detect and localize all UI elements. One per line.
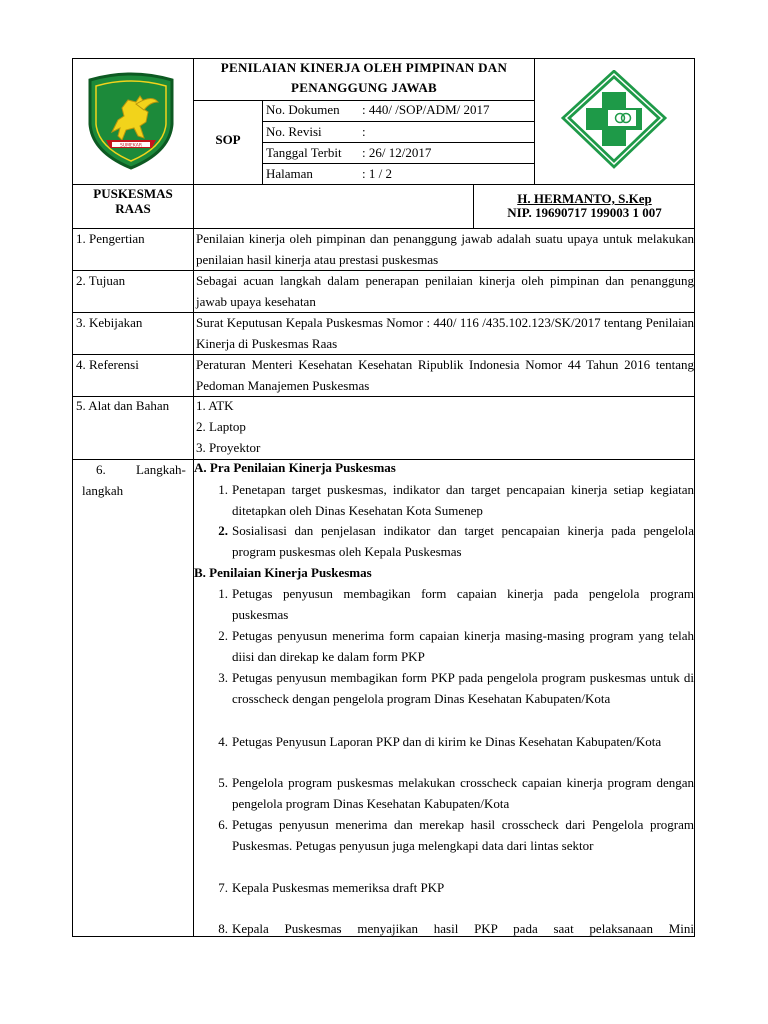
list-item: [196, 667, 694, 709]
step-number: 6.: [218, 817, 228, 832]
list-item: [196, 731, 694, 752]
meta-value: : 440/ /SOP/ADM/ 2017: [362, 102, 490, 117]
step-text: Petugas Penyusun Laporan PKP dan di kirim ke Dinas Kesehatan Kabupaten/Kota: [232, 734, 662, 749]
section-label-word: Langkah-: [136, 462, 186, 477]
step-text: Petugas penyusun membagikan form PKP pada pengelola program puskesmas untuk di crosscheck dengan pengelola program Dinas Kesehatan Kabupaten/Kota: [232, 670, 694, 706]
step-number: 3.: [218, 670, 228, 685]
list-item: [196, 583, 694, 625]
meta-label: Halaman: [266, 166, 313, 181]
divider: [534, 58, 535, 184]
section-label: 3. Kebijakan: [76, 315, 143, 330]
list-item: [196, 772, 694, 814]
list-item: [196, 814, 694, 856]
step-text: Kepala Puskesmas memeriksa draft PKP: [232, 880, 445, 895]
step-text: Petugas penyusun menerima form capaian kinerja masing-masing program yang telah diisi dan direkap ke dalam form PKP: [232, 628, 694, 664]
regency-shield-logo-icon: [82, 72, 180, 172]
signatory-name: H. HERMANTO, S.Kep: [517, 191, 652, 206]
section-label: 5. Alat dan Bahan: [76, 398, 170, 413]
section-label: 2. Tujuan: [76, 273, 126, 288]
section-text: Penilaian kinerja oleh pimpinan dan penanggung jawab adalah suatu upaya untuk melakukan penilaian hasil kinerja atau prestasi puskesmas: [196, 231, 694, 267]
section-text: Peraturan Menteri Kesehatan Kesehatan Ripublik Indonesia Nomor 44 Tahun 2016 tentang Pedoman Manajemen Puskesmas: [196, 357, 694, 393]
step-number: 1.: [218, 586, 228, 601]
list-item: [196, 877, 694, 898]
meta-row-revisi: [262, 121, 534, 142]
list-item: [196, 918, 694, 937]
document-title: PENILAIAN KINERJA OLEH PIMPINAN DAN PENANGGUNG JAWAB: [220, 60, 508, 95]
divider: [72, 184, 695, 185]
list-item: [196, 479, 694, 521]
meta-value: :: [362, 124, 366, 139]
meta-label: Tanggal Terbit: [266, 145, 342, 160]
step-number: 2.: [218, 628, 228, 643]
meta-label: No. Dokumen: [266, 102, 340, 117]
section-label-word: langkah: [82, 483, 124, 498]
list-item: [196, 520, 694, 562]
meta-row-halaman: [262, 163, 534, 184]
step-number: 7.: [218, 880, 228, 895]
step-number: 2.: [218, 523, 228, 538]
step-number: 1.: [218, 482, 228, 497]
step-number: 5.: [218, 775, 228, 790]
meta-label: No. Revisi: [266, 124, 322, 139]
part-a-title: A. Pra Penilaian Kinerja Puskesmas: [194, 460, 396, 475]
part-b-title: B. Penilaian Kinerja Puskesmas: [194, 565, 372, 580]
section-label: 1. Pengertian: [76, 231, 145, 246]
alat-item: 1. ATK: [196, 398, 234, 413]
step-text: Petugas penyusun membagikan form capaian kinerja pada pengelola program puskesmas: [232, 586, 694, 622]
meta-value: : 1 / 2: [362, 166, 392, 181]
section-label: 4. Referensi: [76, 357, 139, 372]
alat-item: 3. Proyektor: [196, 440, 261, 455]
step-text: Petugas penyusun menerima dan merekap hasil crosscheck dari Pengelola program Puskesmas. Petugas penyusun juga melengkapi data dari lintas sektor: [232, 817, 694, 853]
puskesmas-cross-logo-icon: [560, 70, 668, 170]
step-text: Penetapan target puskesmas, indikator dan target pencapaian kinerja setiap kegiatan ditetapkan oleh Dinas Kesehatan Kota Sumenep: [232, 482, 694, 518]
org-name: PUSKESMAS RAAS: [93, 186, 173, 216]
step-text: Pengelola program puskesmas melakukan crosscheck capaian kinerja program dengan pengelola program Dinas Kesehatan Kabupaten/Kota: [232, 775, 694, 811]
meta-row-dokumen: [262, 100, 534, 121]
logo-ribbon-text: SUMEKAR: [120, 143, 142, 149]
meta-row-tanggal: [262, 142, 534, 163]
sop-label: SOP: [215, 132, 241, 147]
section-text: Surat Keputusan Kepala Puskesmas Nomor : 440/ 116 /435.102.123/SK/2017 tentang Penilaian Kinerja di Puskesmas Raas: [196, 315, 694, 351]
meta-value: : 26/ 12/2017: [362, 145, 432, 160]
section-text: Sebagai acuan langkah dalam penerapan penilaian kinerja oleh pimpinan dan penanggung jawab upaya kesehatan: [196, 273, 694, 309]
alat-item: 2. Laptop: [196, 419, 246, 434]
step-number: 4.: [218, 734, 228, 749]
list-item: [196, 625, 694, 667]
step-number: 8.: [218, 921, 228, 936]
section-label-number: 6.: [96, 462, 106, 477]
signatory-nip: NIP. 19690717 199003 1 007: [507, 205, 662, 220]
step-text: Sosialisasi dan penjelasan indikator dan target pencapaian kinerja pada pengelola program puskesmas oleh Kepala Puskesmas: [232, 523, 694, 559]
step-text: Kepala Puskesmas menyajikan hasil PKP pada saat pelaksanaan Mini: [232, 921, 694, 936]
